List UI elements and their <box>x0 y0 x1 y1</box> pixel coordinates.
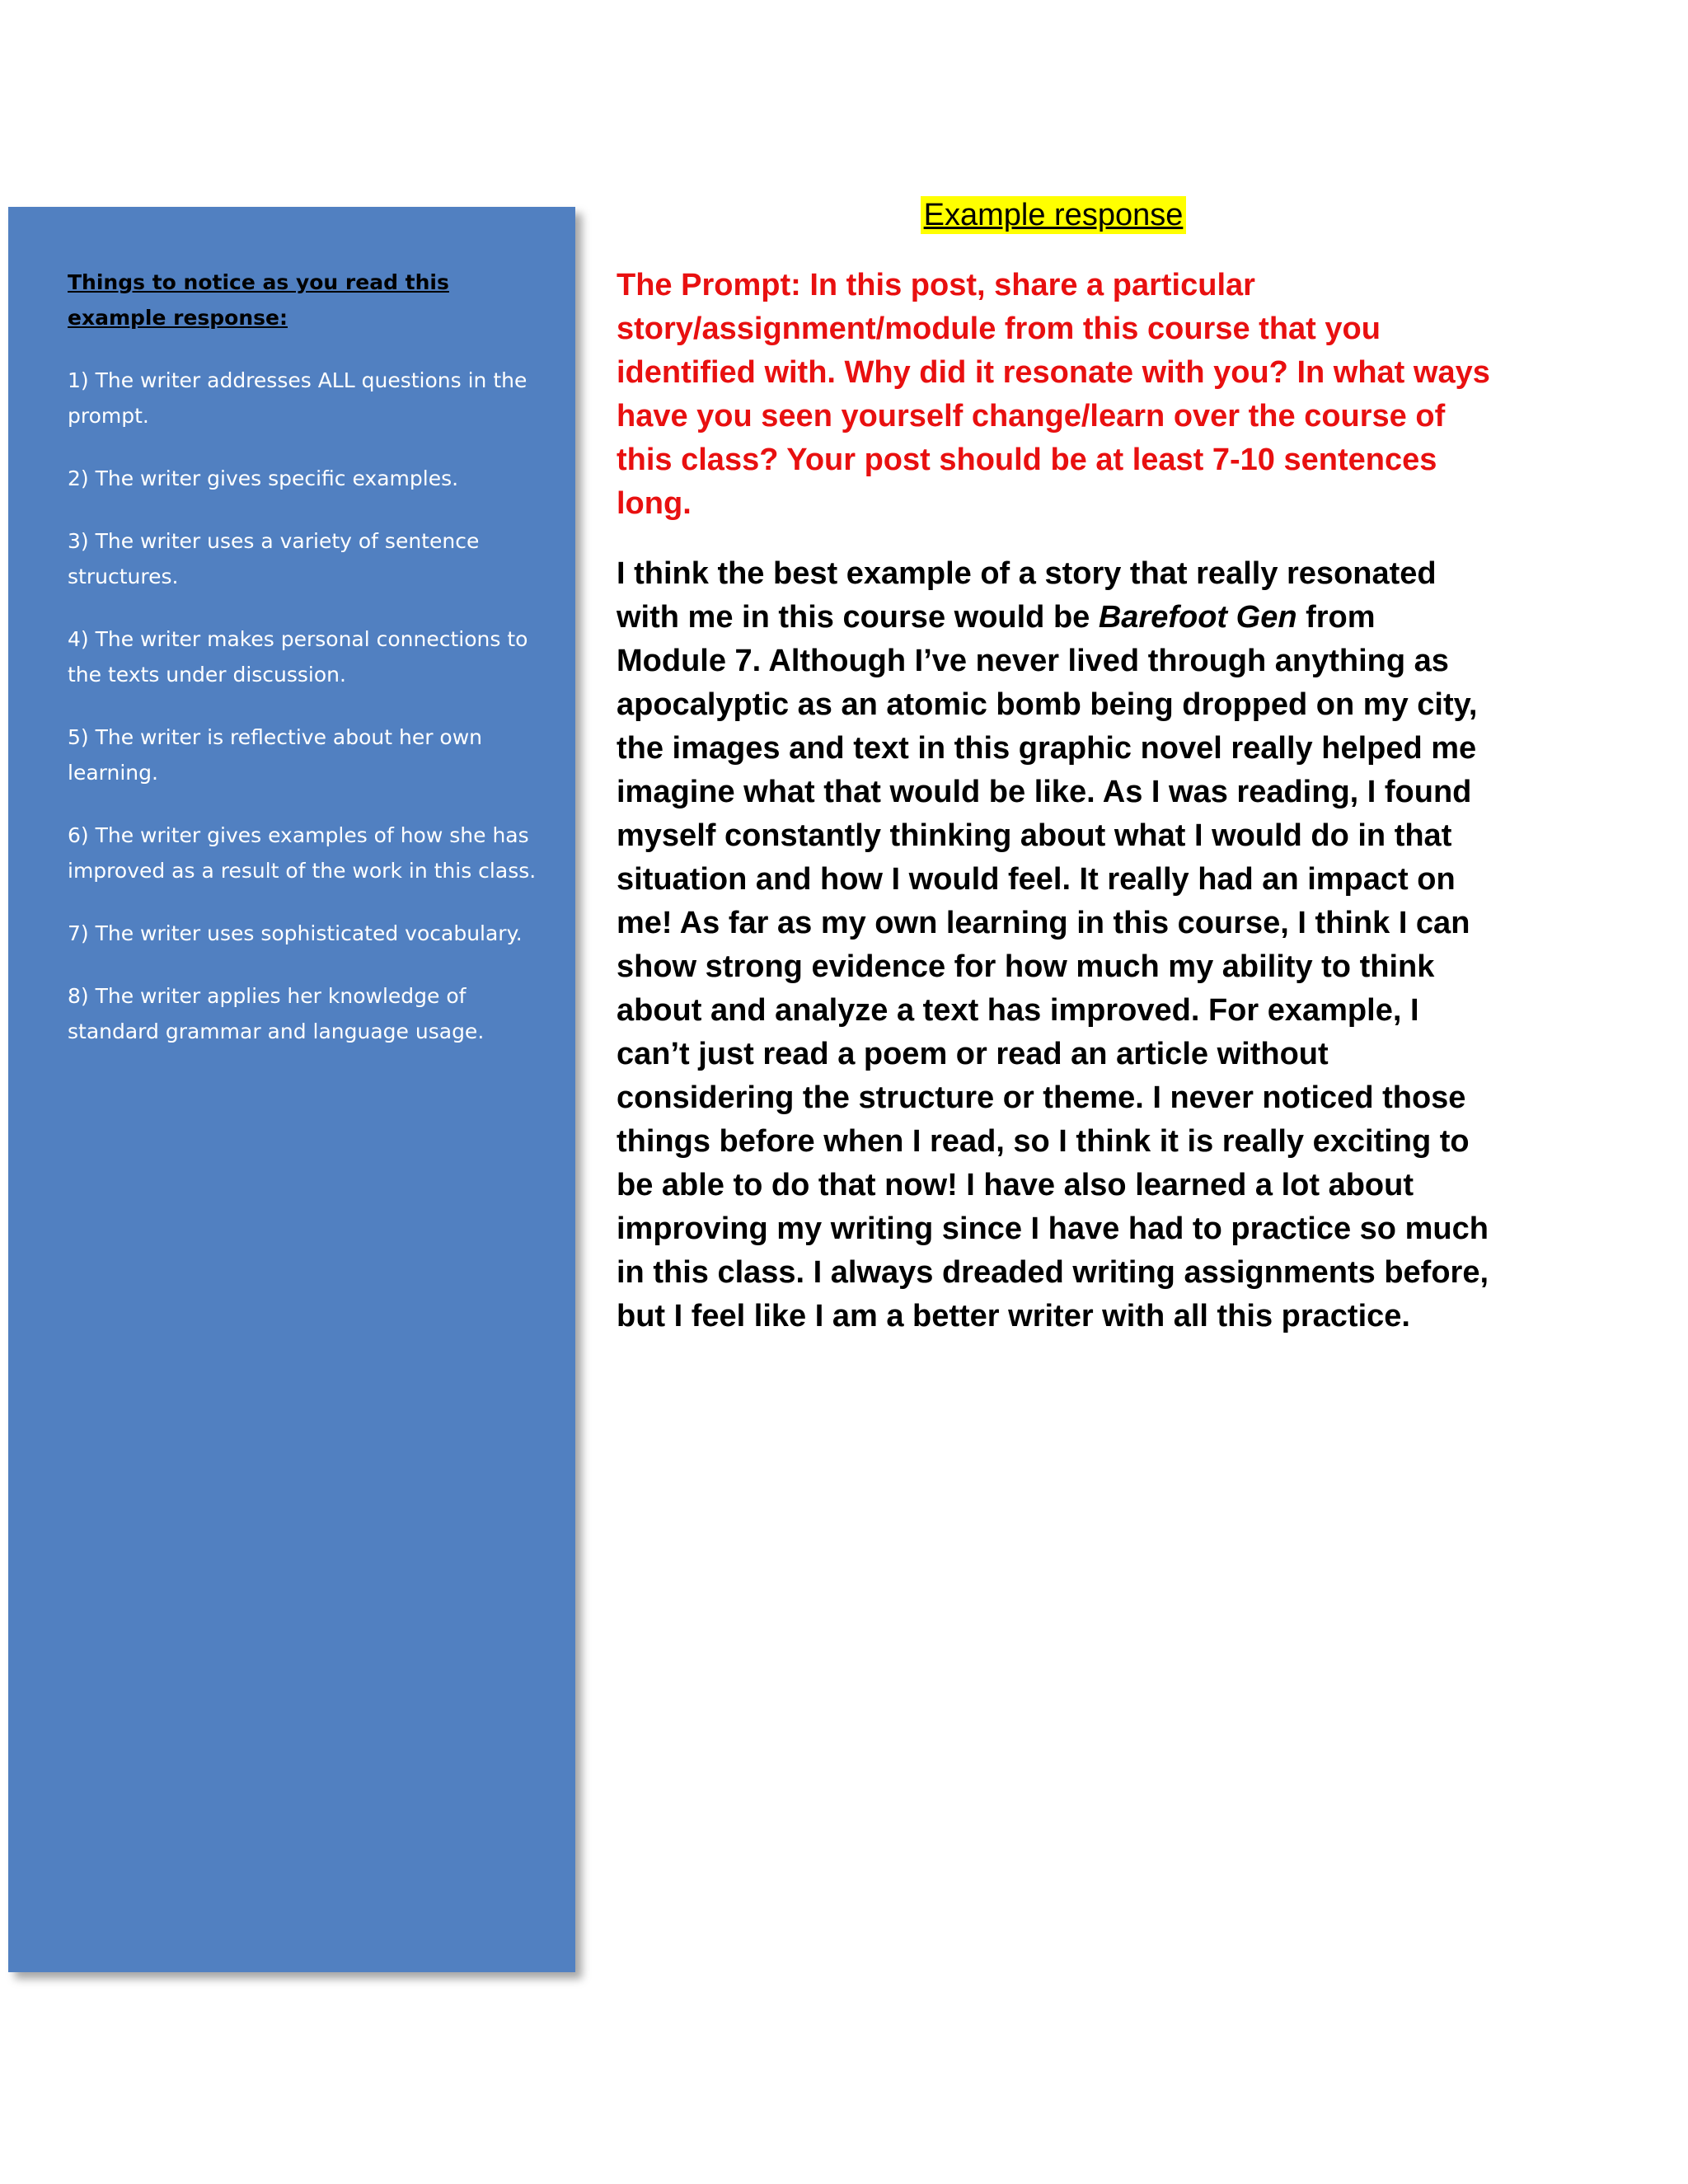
page-title: Example response <box>921 196 1187 234</box>
prompt-text: The Prompt: In this post, share a particular story/assignment/module from this course that you identified with. Why did it resonate with you? In what ways have you seen yourself change/learn over the course of this class? Your post should be at least 7-10 sentences long. <box>617 268 1490 521</box>
response-paragraph <box>617 552 1490 1338</box>
response-text-part2: from Module 7. Although I’ve never lived through anything as apocalyptic as an atomic bomb being dropped on my city, the images and text in this graphic novel really helped me imagine what that would be like. As I was reading, I found myself constantly thinking about what I would do in that situation and how I would feel. It really had an impact on me! As far as my own learning in this course, I think I can show strong evidence for how much my ability to think about and analyze a text has improved. For example, I can’t just read a poem or read an article without considering the structure or theme. I never noticed those things before when I read, so I think it is really exciting to be able to do that now! I have also learned a lot about improving my writing since I have had to practice so much in this class. I always dreaded writing assignments before, but I feel like I am a better writer with all this practice. <box>617 600 1489 1333</box>
sidebar-content <box>68 265 537 1076</box>
sidebar-heading: Things to notice as you read this example response: <box>68 270 449 330</box>
checklist-item-3: 3) The writer uses a variety of sentence structures. <box>68 529 480 588</box>
title-container <box>617 196 1490 234</box>
checklist-item-8: 8) The writer applies her knowledge of standard grammar and language usage. <box>68 984 485 1043</box>
book-title: Barefoot Gen <box>1098 600 1297 635</box>
sidebar-panel <box>8 207 575 1972</box>
checklist-item-7: 7) The writer uses sophisticated vocabulary. <box>68 921 523 945</box>
checklist-item-5: 5) The writer is reflective about her own learning. <box>68 725 483 785</box>
checklist-item-1: 1) The writer addresses ALL questions in the prompt. <box>68 368 528 428</box>
checklist-item-4: 4) The writer makes personal connections to the texts under discussion. <box>68 627 528 687</box>
response-text-part1: I think the best example of a story that really resonated with me in this course would be <box>617 556 1437 635</box>
checklist-item-6: 6) The writer gives examples of how she has improved as a result of the work in this class. <box>68 823 537 883</box>
checklist-item-2: 2) The writer gives specific examples. <box>68 466 459 490</box>
main-content <box>617 196 1490 1338</box>
